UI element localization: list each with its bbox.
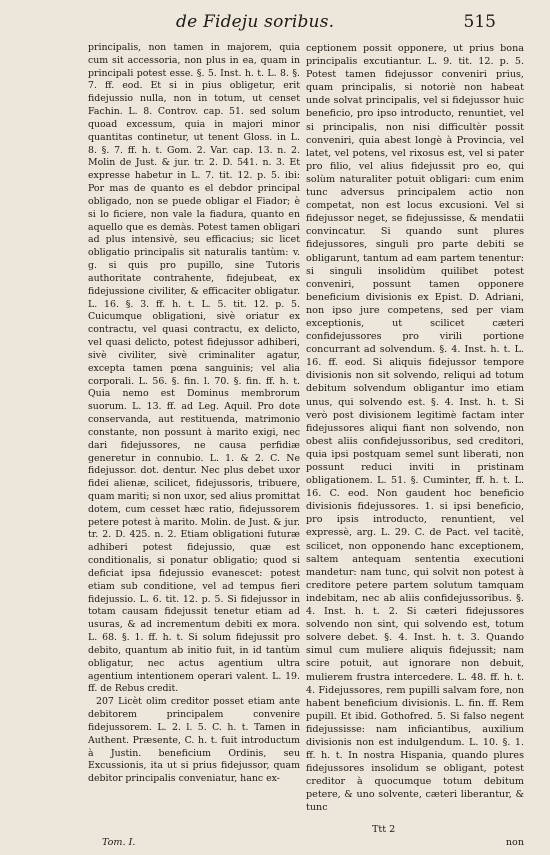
left-column-text: principalis, non tamen in majorem, quia cum sit accessoria, non plus in ea, quam in principali potest esse. §. 5. Inst. h. t. L. 8. §. 7. ff. eod. Et si in pius obligetur, erit fidejussio nulla, non in totum, ut censet Fachin. L. 8. Controv. cap. 51. sed solum quoad excessum, quia in majori minor quantitas continetur, ut tenent Gloss. in L. 8. §. 7. ff. h. t. Gom. 2. Var. cap. 13. n. 2. Molin de Just. & jur. tr. 2. D. 541. n. 3. Et expresse habetur in L. 7. tit. 12. p. 5. ibi: Por mas de quanto es el debdor principal obligado, non se puede obligar el Fiador; è si lo ficiere, non vale la fiadura, quanto en aquello que es demàs. Potest tamen obligari ad plus intensivè, seu efficacius; sic licet obligatio principalis sit naturalis tantùm: v. g. si quis pro pupillo, sine Tutoris authoritate contrahente, fidejubeat, ex fidejussione civiliter, & efficaciter obligatur. L. 16. §. 3. ff. h. t. L. 5. tit. 12. p. 5. Cuicumque obligationi, sivè oriatur ex contractu, vel quasi contractu, ex delicto, vel quasi delicto, potest fidejussor adhiberi, sivè civiliter, sivè criminaliter agatur, excepta tamen pœna sanguinis; vel alia corporali. L. 56. §. fin. l. 70. §. fin. ff. h. t. Quia nemo est Dominus membrorum suorum. L. 13. ff. ad Leg. Aquil. Pro dote conservanda, aut restituenda, matrimonio constante, non possunt à marito exigi, nec dari fidejussores, ne causa perfidiæ generetur in connubio. L. 1. & 2. C. Ne fidejussor. dot. dentur. Nec plus debet uxor fidei alienæ, scilicet, fidejussoris, tribuere, quam mariti; si non uxor, sed alius promittat dotem, cum cesset hæc ratio, fidejussorem petere potest à marito. Molin. de Just. & jur. tr. 2. D. 425. n. 2. Etiam obligationi futuræ adhiberi potest fidejussio, quæ est conditionalis, si ponatur obligatio; quod si deficiat ipsa fidejussio evanescet: potest etiam sub conditione, vel ad tempus fieri fidejussio. L. 6. tit. 12. p. 5. Si fidejussor in totam causam fidejussit tenetur etiam ad usuras, & ad incrementum debiti ex mora. L. 68. §. 1. ff. h. t. Si solum fidejussit pro debito, quantum ab initio fuit, in id tantùm obligatur, nec actus agentium ultra agentium intentionem operari valent. L. 19. ff. de Rebus credit. [88,42,300,695]
page-header [0,6,550,40]
right-column [306,42,524,815]
right-column-text: ceptionem possit opponere, ut prius bona principalis excutiantur. L. 9. tit. 12. p. 5. Potest tamen fidejussor conveniri prius, quam principalis, si notoriè non habeat unde solvat principalis, vel si fidejussor huic beneficio, pro ipso introducto, renuntiet, vel si principalis, non nisi difficultèr possit conveniri, quia abest longè à Provincia, vel latet, vel potens, vel rixosus est, vel si pater pro filio, vel alius fidejussit pro eo, qui solùm naturaliter potuit obligari: cum enim tunc adversus principalem actio non competat, non est locus excusioni. Vel si fidejussor neget, se fidejussisse, & mendatii convincatur. Si quando sunt plures fidejussores, singuli pro parte debiti se obligarunt, tantum ad eam partem tenentur: si singuli insolidùm quilibet potest conveniri, possunt tamen opponere beneficium divisionis ex Epist. D. Adriani, non ipso jure competens, sed per viam exceptionis, ut scilicet cæteri confidejussores pro virili portione concurrant ad solvendum. §. 4. Inst. h. t. L. 16. ff. eod. Si aliquis fidejussor tempore divisionis non sit solvendo, reliqui ad totum debitum solvendum obligantur imo etiam unus, qui solvendo est. §. 4. Inst. h. t. Si verò post divisionem legitimè factam inter fidejussores aliqui fiant non solvendo, non obest aliis confidejussoribus, sed creditori, quia ipsi postquam semel sunt liberati, non possunt reduci inviti in pristinam obligationem. L. 51. §. Cuminter, ff. h. t. L. 16. C. eod. Non gaudent hoc beneficio divisionis fidejussores. 1. si ipsi beneficio, pro ipsis introducto, renuntient, vel expressè, arg. L. 29. C. de Pact. vel tacitè, scilicet, non opponendo hanc exceptionem, saltem antequam sententia executioni mandetur: nam tunc, qui solvit non potest à creditore petere partem solutum tamquam indebitam, nec ab aliis confidejussoribus. §. 4. Inst. h. t. 2. Si cæteri fidejussores solvendo non sint, qui solvendo est, totum solvere debet. §. 4. Inst. h. t. 3. Quando simul cum muliere aliquis fidejussit; nam scire potuit, aut ignorare non debuit, mulierem frustra intercedere. L. 48. ff. h. t. 4. Fidejussores, rem pupilli salvam fore, non habent beneficium divisionis. L. fin. ff. Rem pupill. Et ibid. Gothofred. 5. Si falso negent fidejussisse: nam inficiantibus, auxilium divisionis non est indulgendum. L. 10. §. 1. ff. h. t. In nostra Hispania, quando plures fidejussores insolidum se obligant, potest creditor à quocumque totum debitum petere, & uno solvente, cæteri liberantur, & tunc [306,43,524,814]
left-column [88,42,300,786]
catchword: non [505,837,524,848]
page-number: 515 [463,12,496,32]
signature-mark: Ttt 2 [372,824,396,835]
running-head: de Fideju soribus. [176,12,335,32]
page-footer [88,823,524,849]
volume-label: Tom. I. [102,837,136,848]
paragraph-207: 207 Licèt olim creditor posset etiam ante debitorem principalem convenire fidejussorem. L. 2. l. 5. C. h. t. Tamen in Authent. Præsente, C. h. t. fuit introductum à Justin. beneficium Ordinis, seu Excussionis, ita ut si prius fidejussor, quam debitor principalis conveniatur, hanc ex- [88,696,300,785]
